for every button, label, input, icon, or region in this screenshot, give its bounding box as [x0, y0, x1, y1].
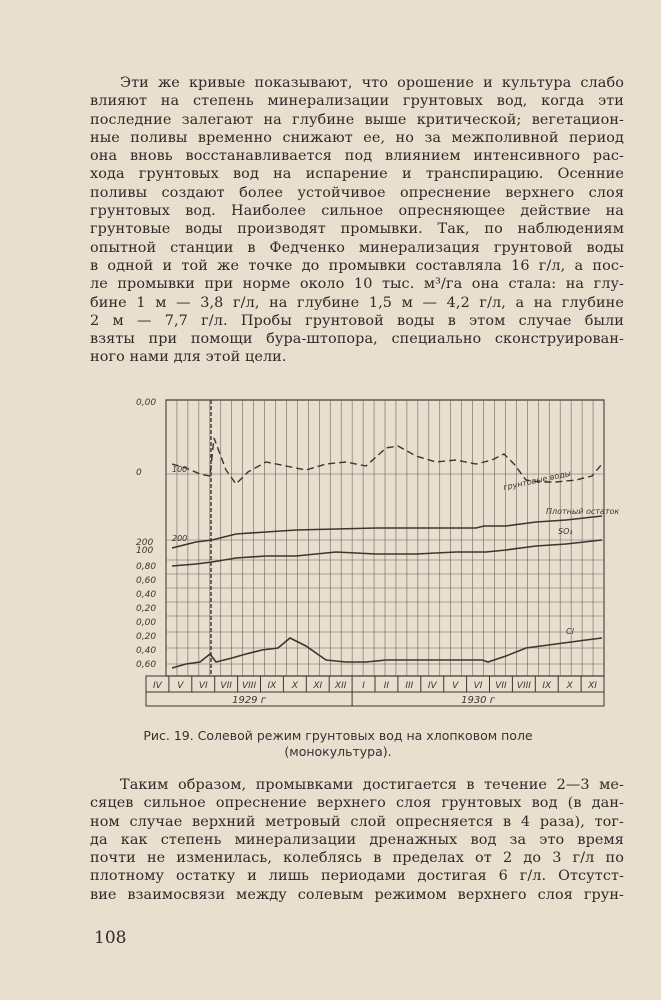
axis-label: 0,60 [136, 576, 157, 586]
month-label: IV [153, 681, 162, 691]
axis-label: 0 [136, 468, 142, 478]
month-label: XI [313, 681, 323, 691]
text-line: вие взаимосвязи между солевым режимом верхнего слоя грун- [90, 886, 624, 903]
axis-label: 0,20 [136, 632, 157, 642]
axis-label: 0,60 [136, 660, 157, 670]
text-line: хода грунтовых вод на испарение и транспирацию. Осенние [90, 166, 624, 183]
page-number: 108 [94, 928, 127, 948]
text-line: Эти же кривые показывают, что орошение и культура слабо [120, 75, 624, 91]
series-so3-line [172, 540, 602, 566]
text-line: ного нами для этой цели. [90, 349, 287, 366]
text-line: грунтовых вод. Наиболее сильное опресняющее действие на [90, 203, 624, 220]
series-label: SO₃ [558, 527, 573, 536]
figure-caption: Рис. 19. Солевой режим грунтовых вод на хлопковом поле (монокультура). [143, 728, 533, 759]
axis-label: 0,00 [136, 398, 157, 408]
month-label: X [291, 681, 298, 691]
axis-label: 0,40 [136, 590, 157, 600]
month-label: III [405, 681, 414, 691]
paragraph-2 [90, 776, 624, 904]
text-line: влияют на степень минерализации грунтовых вод, когда эти [90, 93, 624, 110]
month-label: VII [495, 681, 507, 691]
text-line: она вновь восстанавливается под влиянием интенсивного рас- [90, 148, 624, 165]
month-label: VII [220, 681, 232, 691]
text-line: да как степень минерализации дренажных вод за это время [90, 831, 624, 848]
text-line: плотному остатку и лишь периодами достигая 6 г/л. Отсутст- [90, 868, 624, 885]
series-label: Cl [566, 627, 574, 636]
text-line: опытной станции в Федченко минерализация грунтовой воды [90, 239, 624, 256]
month-label: IX [542, 681, 552, 691]
year-strip [146, 692, 604, 706]
text-line: сяцев сильное опреснение верхнего слоя грунтовых вод (в дан- [90, 795, 624, 812]
text-line: ные поливы временно снижают ее, но за межполивной период [90, 129, 624, 146]
month-label: V [177, 681, 184, 691]
month-label: V [452, 681, 459, 691]
text-line: взяты при помощи бура-штопора, специально сконструирован- [90, 331, 624, 348]
month-label: I [362, 681, 365, 691]
month-label: II [383, 681, 390, 691]
axis-label: 0,20 [136, 604, 157, 614]
month-label: XII [334, 681, 347, 691]
month-label: IX [267, 681, 277, 691]
inline-label: 100 [172, 465, 188, 474]
axis-label: 100 [136, 546, 154, 556]
series-dry-residue-line [172, 516, 602, 548]
year-label: 1930 г [461, 695, 495, 706]
text-line: грунтовые воды производят промывки. Так, по наблюдениям [90, 221, 624, 238]
salt-regime-chart [136, 392, 620, 718]
text-line: почти не изменилась, колеблясь в пределах от 2 до 3 г/л по [90, 850, 624, 867]
text-line: в одной и той же точке до промывки составляла 16 г/л, а пос- [90, 257, 624, 274]
month-label: X [566, 681, 573, 691]
chart-svg [136, 392, 620, 718]
axis-label: 0,00 [136, 618, 157, 628]
series-label: грунтовые воды [502, 468, 572, 492]
axis-label: 200 [136, 538, 154, 548]
month-label: VIII [241, 681, 257, 691]
series-cl-line [172, 638, 602, 668]
text-line: Таким образом, промывками достигается в течение 2—3 ме- [120, 777, 624, 793]
month-label: VI [198, 681, 208, 691]
text-line: ном случае верхний метровый слой опресняется в 4 раза), тог- [90, 813, 624, 830]
axis-label: 0,40 [136, 646, 157, 656]
month-label: VI [473, 681, 483, 691]
month-label: IV [427, 681, 437, 691]
month-label: XI [588, 681, 597, 691]
axis-label: 0,80 [136, 562, 157, 572]
text-line: поливы создают более устойчивое опреснение верхнего слоя [90, 184, 624, 201]
series-label: Плотный остаток [546, 507, 620, 516]
text-line: бине 1 м — 3,8 г/л, на глубине 1,5 м — 4,2 г/л, а на глубине [90, 294, 624, 311]
year-label: 1929 г [232, 695, 266, 706]
text-line: 2 м — 7,7 г/л. Пробы грунтовой воды в этом случае были [90, 312, 624, 329]
inline-label: 200 [172, 534, 188, 543]
month-label: VIII [516, 681, 531, 691]
text-line: ле промывки при норме около 10 тыс. м³/га она стала: на глу- [90, 276, 624, 293]
text-line: последние залегают на глубине выше критической; вегетацион- [90, 111, 624, 128]
paragraph-1 [90, 74, 624, 367]
